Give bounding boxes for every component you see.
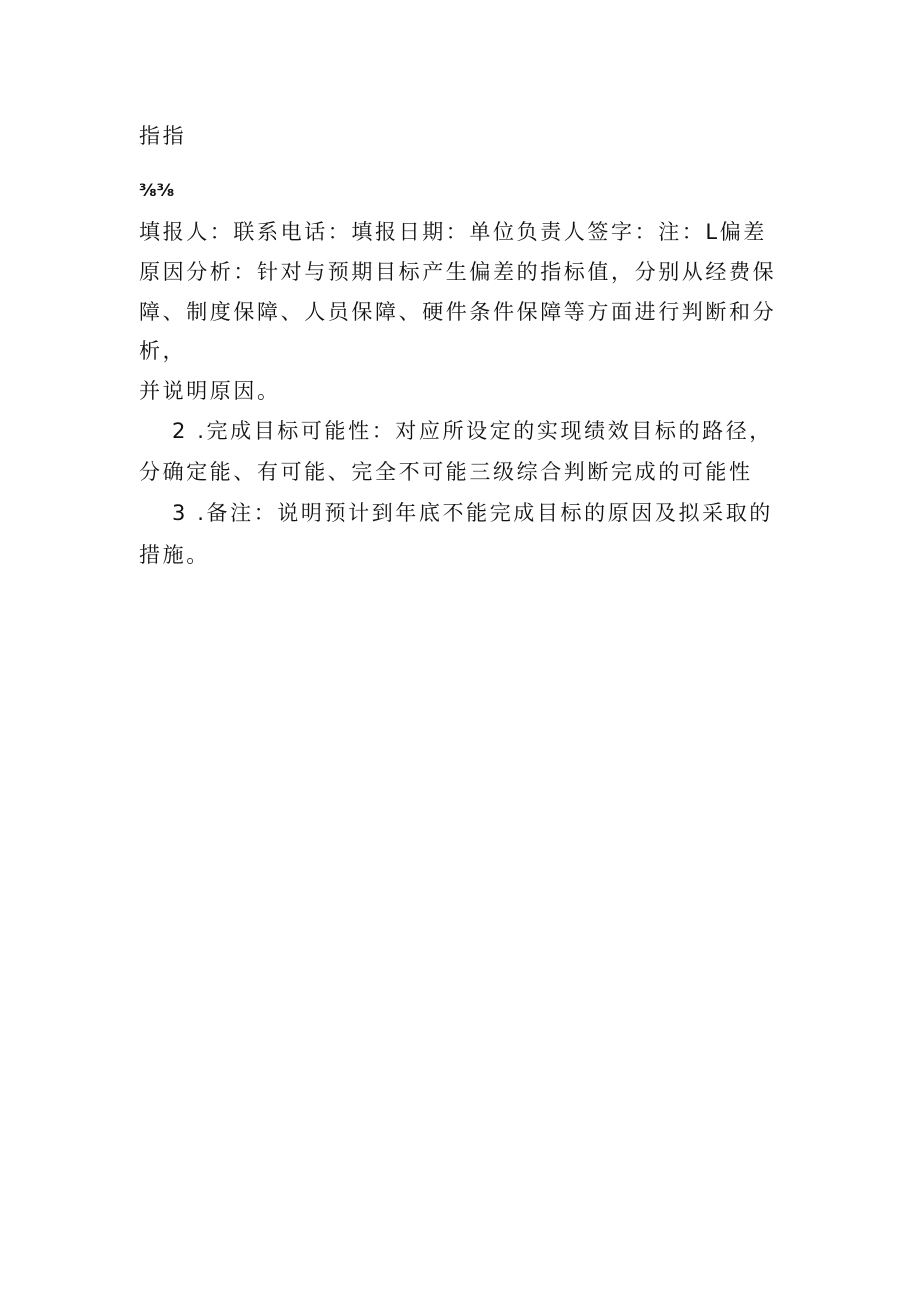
text-line: 填报人：联系电话：填报日期：单位负责人签字：注：L偏差 (139, 220, 767, 244)
text-line: 3 .备注：说明预计到年底不能完成目标的原因及拟采取的 (172, 501, 773, 525)
document-heading: 指指 (139, 124, 187, 148)
text-line: 并说明原因。 (139, 379, 281, 403)
text-line: 2 .完成目标可能性：对应所设定的实现绩效目标的路径， (172, 419, 773, 443)
text-line: 原因分析：针对与预期目标产生偏差的指标值，分别从经费保 (139, 260, 777, 284)
text-line: 析， (139, 339, 187, 363)
text-line: 措施。 (139, 543, 210, 567)
text-line: 障、制度保障、人员保障、硬件条件保障等方面进行判断和分 (139, 300, 777, 324)
document-symbol: ⅜⅜ (139, 181, 175, 201)
text-line: 分确定能、有可能、完全不可能三级综合判断完成的可能性 (139, 460, 753, 484)
